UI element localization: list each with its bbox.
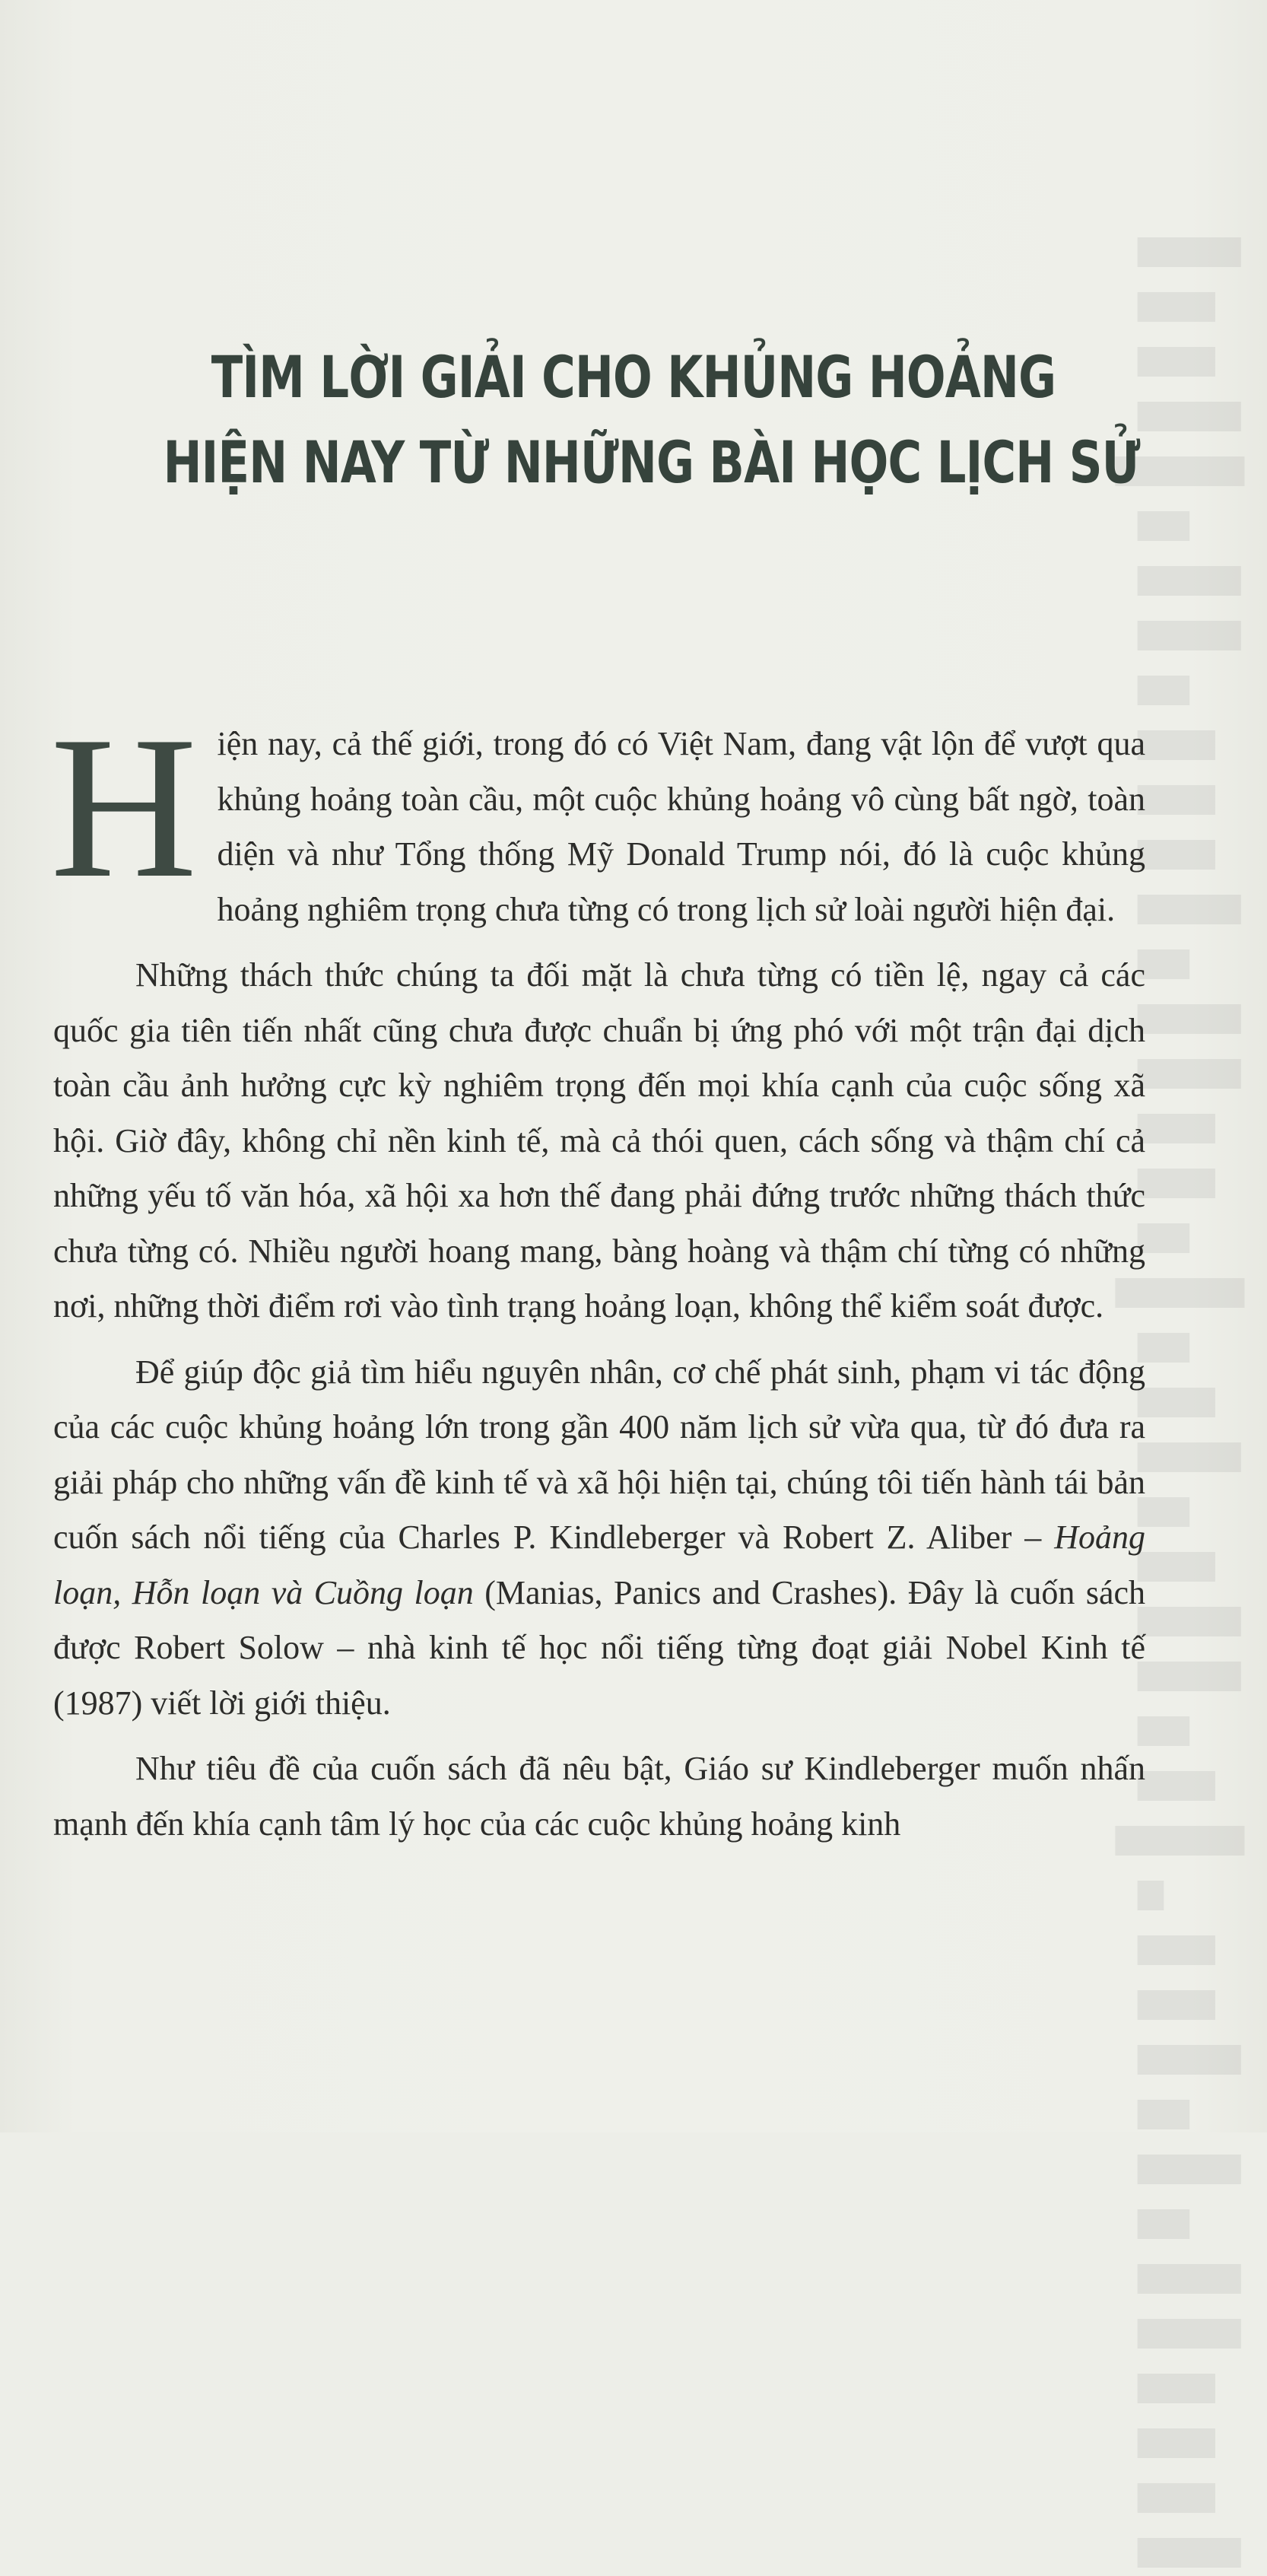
- paragraph-4: Như tiêu đề của cuốn sách đã nêu bật, Giáo sư Kindleberger muốn nhấn mạnh đến khía cạnh tâm lý học của các cuộc khủng hoảng kinh: [53, 1750, 1145, 1843]
- paragraph-3: [53, 1345, 1145, 1732]
- drop-cap: H: [50, 694, 198, 920]
- paragraph-2: Những thách thức chúng ta đối mặt là chưa từng có tiền lệ, ngay cả các quốc gia tiên tiến nhất cũng chưa được chuẩn bị ứng phó với một trận đại dịch toàn cầu ảnh hưởng cực kỳ nghiêm trọng đến mọi khía cạnh của cuộc sống xã hội. Giờ đây, không chỉ nền kinh tế, mà cả thói quen, cách sống và thậm chí cả những yếu tố văn hóa, xã hội xa hơn thế đang phải đứng trước những thách thức chưa từng có. Nhiều người hoang mang, bàng hoàng và thậm chí từng có những nơi, những thời điểm rơi vào tình trạng hoảng loạn, không thể kiểm soát được.: [53, 956, 1145, 1325]
- paragraph-3-text-after: (Manias, Panics and Crashes). Đây là cuốn sách được Robert Solow – nhà kinh tế học nổi tiếng từng đoạt giải Nobel Kinh tế (1987) viết lời giới thiệu.: [53, 1573, 1145, 1722]
- book-title: Hoảng loạn, Hỗn loạn và Cuồng loạn: [53, 1519, 1145, 1611]
- chapter-title-line-1: TÌM LỜI GIẢI CHO KHỦNG HOẢNG: [211, 343, 1056, 411]
- chapter-title-line-2: HIỆN NAY TỪ NHỮNG BÀI HỌC LỊCH SỬ: [163, 428, 1140, 496]
- chapter-title: [163, 335, 1140, 505]
- bleed-through-text: ▆▆▆▆ ▆▆▆ ▆▆▆ ▆▆▆▆ ▆▆▆▆▆ ▆▆ ▆▆▆▆ ▆▆▆▆ ▆▆ ▆▆▆ ▆▆▆ ▆▆▆ ▆▆▆▆ ▆▆ ▆▆▆▆ ▆▆▆▆ ▆▆▆ ▆▆▆ ▆▆ ▆▆▆▆▆ ▆▆ ▆▆▆ ▆▆▆▆ ▆▆ ▆▆▆ ▆▆▆▆ ▆▆▆▆ ▆▆ ▆▆▆ ▆▆▆▆▆ ▆ ▆▆▆ ▆▆▆ ▆▆▆▆ ▆▆ ▆▆▆▆ ▆▆ ▆▆▆▆ ▆▆▆▆ ▆▆▆ ▆▆▆ ▆▆▆ ▆▆▆▆: [1115, 229, 1244, 2567]
- paragraph-3-text-before: Để giúp độc giả tìm hiểu nguyên nhân, cơ chế phát sinh, phạm vi tác động của các cuộc khủng hoảng lớn trong gần 400 năm lịch sử vừa qua, từ đó đưa ra giải pháp cho những vấn đề kinh tế và xã hội hiện tại, chúng tôi tiến hành tái bản cuốn sách nổi tiếng của Charles P. Kindleberger và Robert Z. Aliber –: [53, 1353, 1145, 1556]
- paragraph-1: [50, 694, 1145, 937]
- body-text: [50, 694, 1145, 1852]
- paragraph-1-text: iện nay, cả thế giới, trong đó có Việt Nam, đang vật lộn để vượt qua khủng hoảng toàn cầu, một cuộc khủng hoảng vô cùng bất ngờ, toàn diện và như Tổng thống Mỹ Donald Trump nói, đó là cuộc khủng hoảng nghiêm trọng chưa từng có trong lịch sử loài người hiện đại.: [217, 725, 1145, 928]
